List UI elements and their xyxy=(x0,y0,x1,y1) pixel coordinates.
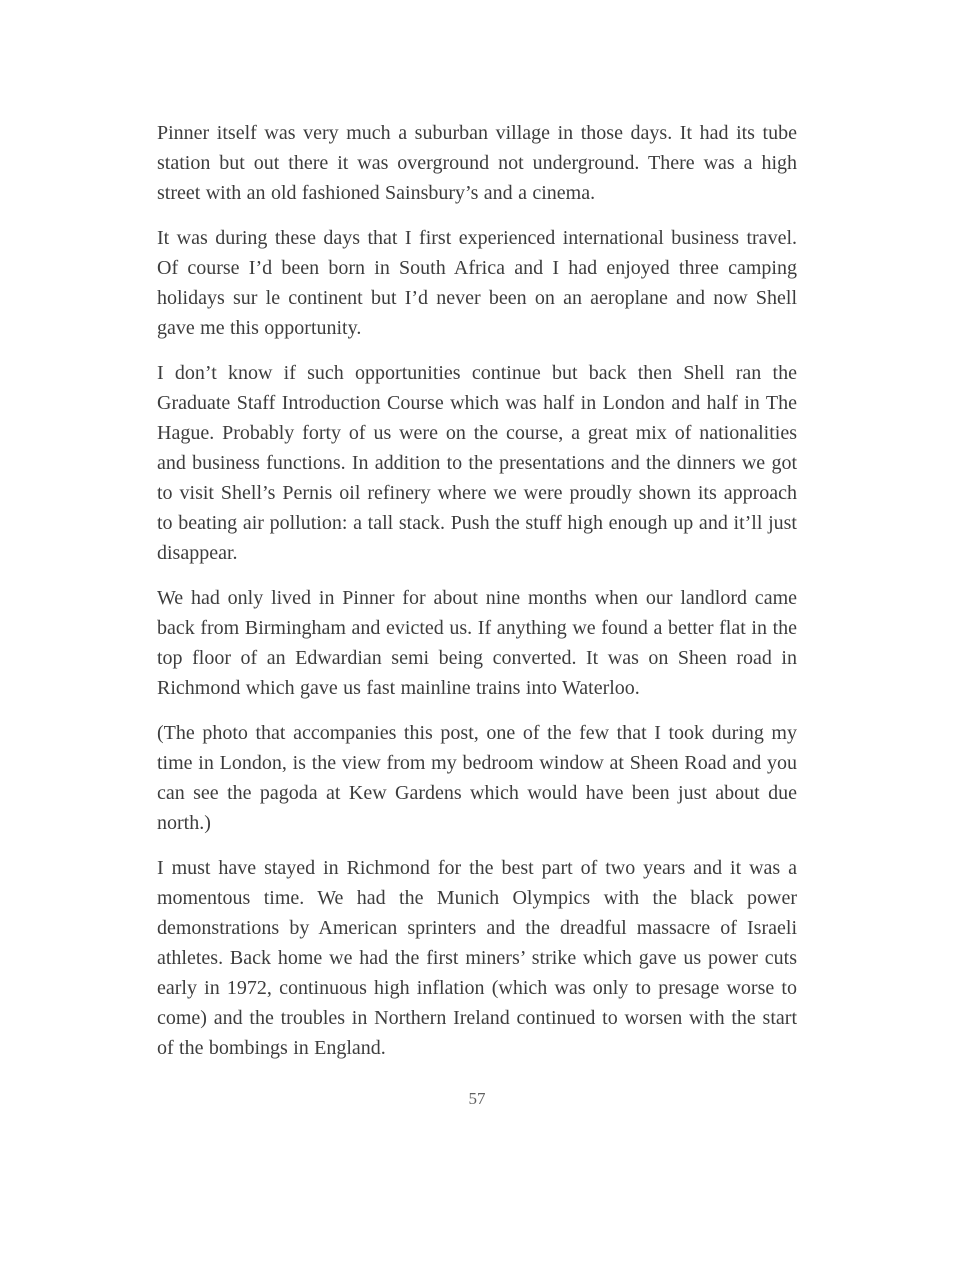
page-number: 57 xyxy=(468,1089,486,1108)
paragraph-photo-note: (The photo that accompanies this post, one of the few that I took during my time in London, is the view from my bedroom window at Sheen Road and you can see the pagoda at Kew Gardens which would have been just about due north.) xyxy=(157,722,797,834)
paragraph-momentous-time: I must have stayed in Richmond for the best part of two years and it was a momentous time. We had the Munich Olympics with the black power demonstrations by American sprinters and the dreadful massacre of Israeli athletes. Back home we had the first miners’ strike which gave us power cuts early in 1972, continuous high inflation (which was only to presage worse to come) and the troubles in Northern Ireland continued to worsen with the start of the bombings in England. xyxy=(157,857,797,1059)
page-footer xyxy=(157,1089,797,1109)
paragraph-business-travel: It was during these days that I first experienced international business travel. Of course I’d been born in South Africa and I had enjoyed three camping holidays sur le continent but I’d never been on an aeroplane and now Shell gave me this opportunity. xyxy=(157,227,797,339)
text-block xyxy=(157,118,797,1063)
paragraph-pinner-village: Pinner itself was very much a suburban village in those days. It had its tube station but out there it was overground not underground. There was a high street with an old fashioned Sainsbury’s and a cinema. xyxy=(157,122,797,204)
paragraph-graduate-course: I don’t know if such opportunities continue but back then Shell ran the Graduate Staff Introduction Course which was half in London and half in The Hague. Probably forty of us were on the course, a great mix of nationalities and business functions. In addition to the presentations and the dinners we got to visit Shell’s Pernis oil refinery where we were proudly shown its approach to beating air pollution: a tall stack. Push the stuff high enough up and it’ll just disappear. xyxy=(157,362,797,564)
paragraph-evicted-richmond: We had only lived in Pinner for about nine months when our landlord came back from Birmingham and evicted us. If anything we found a better flat in the top floor of an Edwardian semi being converted. It was on Sheen road in Richmond which gave us fast mainline trains into Waterloo. xyxy=(157,587,797,699)
